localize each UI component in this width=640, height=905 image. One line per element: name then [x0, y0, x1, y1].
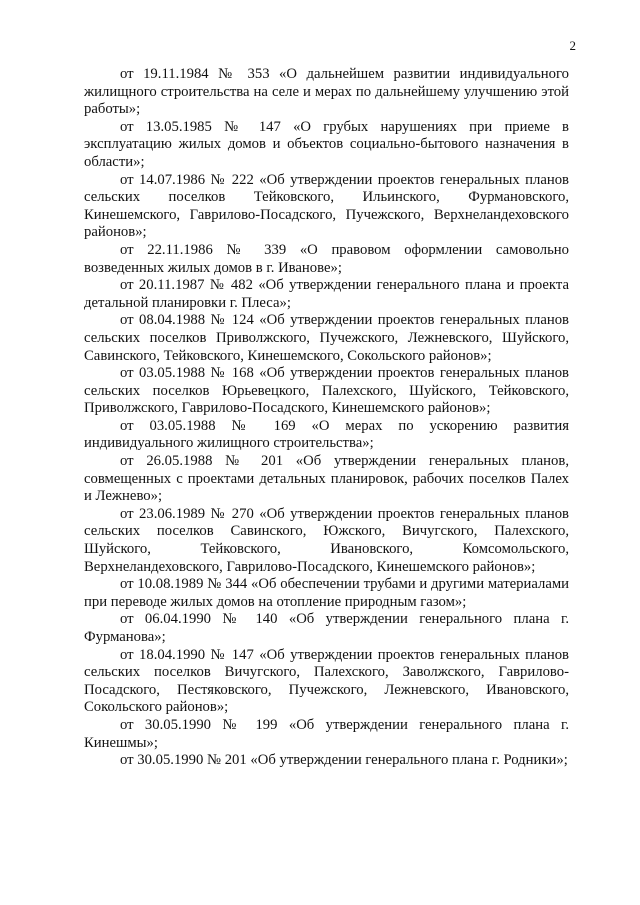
decree-list-item: от 13.05.1985 № 147 «О грубых нарушениях при приеме в эксплуатацию жилых домов и объектов социально-бытового назначения в области»; — [84, 118, 569, 170]
decree-list-item: от 14.07.1986 № 222 «Об утверждении проектов генеральных планов сельских поселков Тейковского, Ильинского, Фурмановского, Кинешемского, Гаврилово-Посадского, Пучежского, Верхнеландеховского районов»; — [84, 171, 569, 241]
decree-list-item: от 08.04.1988 № 124 «Об утверждении проектов генеральных планов сельских поселков Приволжского, Пучежского, Лежневского, Шуйского, Савинского, Тейковского, Кинешемского, Сокольского районов»; — [84, 312, 569, 364]
decree-list-item: от 03.05.1988 № 169 «О мерах по ускорению развития индивидуального жилищного строительства»; — [84, 417, 569, 452]
decree-list-item: от 30.05.1990 № 201 «Об утверждении генерального плана г. Родники»; — [120, 752, 568, 769]
decree-list-item: от 19.11.1984 № 353 «О дальнейшем развитии индивидуального жилищного строительства на селе и мерах по дальнейшему улучшению этой работы»; — [84, 66, 569, 118]
decree-list-item: от 22.11.1986 № 339 «О правовом оформлении самовольно возведенных жилых домов в г. Иванове»; — [84, 241, 569, 276]
decree-list-item: от 30.05.1990 № 199 «Об утверждении генерального плана г. Кинешмы»; — [84, 716, 569, 751]
decree-list-item: от 20.11.1987 № 482 «Об утверждении генерального плана и проекта детальной планировки г. Плеса»; — [84, 277, 569, 311]
decree-list-item: от 23.06.1989 № 270 «Об утверждении проектов генеральных планов сельских поселков Савинского, Южского, Вичугского, Палехского, Шуйского, Тейковского, Ивановского, Комсомольского, Верхнеландеховского, Гаврилово-Посадского, Кинешемского районов»; — [84, 505, 569, 575]
decree-list-item: от 26.05.1988 № 201 «Об утверждении генеральных планов, совмещенных с проектами детальных планировок, рабочих поселков Палех и Лежнево»; — [84, 453, 569, 505]
page-number: 2 — [569, 38, 576, 53]
decree-list-item: от 18.04.1990 № 147 «Об утверждении проектов генеральных планов сельских поселков Вичугского, Палехского, Заволжского, Гаврилово-Посадского, Пестяковского, Пучежского, Лежневского, Ивановского, Сокольского районов»; — [84, 646, 569, 716]
decree-list-item: от 10.08.1989 № 344 «Об обеспечении трубами и другими материалами при переводе жилых домов на отопление природным газом»; — [84, 576, 569, 610]
decree-list-item: от 03.05.1988 № 168 «Об утверждении проектов генеральных планов сельских поселков Юрьевецкого, Палехского, Шуйского, Тейковского, Приволжского, Гаврилово-Посадского, Кинешемского районов»; — [84, 365, 569, 417]
document-body — [84, 66, 569, 770]
decree-list-item: от 06.04.1990 № 140 «Об утверждении генерального плана г. Фурманова»; — [84, 611, 569, 645]
